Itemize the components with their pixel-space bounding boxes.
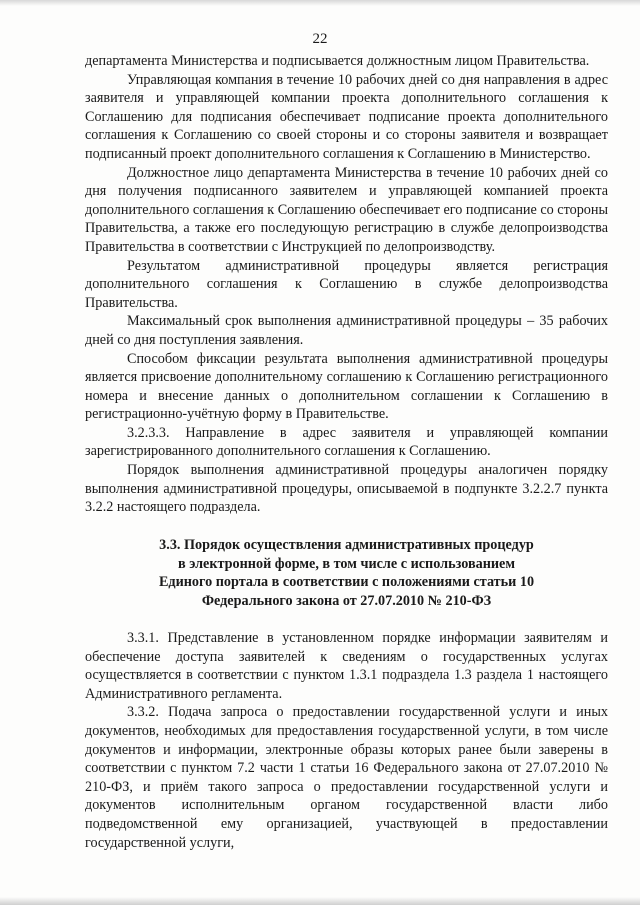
page-number: 22	[312, 31, 328, 47]
spacer	[85, 611, 608, 629]
paragraph-procedure-order: Порядок выполнения административной процедуры аналогичен порядку выполнения административной процедуры, описываемой в подпункте 3.2.2.7 пункта 3.2.2 настоящего подраздела.	[85, 462, 608, 516]
scan-edge-bottom	[0, 897, 640, 905]
paragraph-3-2-3-3: 3.2.3.3. Направление в адрес заявителя и управляющей компании зарегистрированного дополнительного соглашения к Соглашению.	[85, 424, 608, 460]
section-heading-line: Единого портала в соответствии с положениями статьи 10	[158, 574, 535, 591]
section-heading-line: 3.3. Порядок осуществления административных процедур	[159, 536, 534, 553]
spacer	[85, 517, 608, 536]
paragraph-official-signing: Должностное лицо департамента Министерства в течение 10 рабочих дней со дня получения подписанного заявителем и управляющей компанией проекта дополнительного соглашения к Соглашению обеспечивает его подписание со стороны Правительства, а также его последующую регистрацию в службе делопроизводства Правительства в соответствии с Инструкцией по делопроизводству.	[85, 164, 609, 255]
paragraph-3-3-2: 3.3.2. Подача запроса о предоставлении государственной услуги и иных документов, необходимых для предоставления государственной услуги, в том числе документов и информации, электронные образы которых ранее были заверены в соответствии с пунктом 7.2 части 1 статьи 16 Федерального закона от 27.07.2010 № 210-ФЗ, и приём такого запроса о предоставлении государственной услуги и документов исполнительным органом государственной власти либо подведомственной ему организацией, участвующей в предоставлении государственной услуги,	[85, 704, 608, 851]
document-body	[85, 52, 608, 852]
paragraph-continuation: департамента Министерства и подписывается должностным лицом Правительства.	[85, 53, 590, 69]
section-heading-line: Федерального закона от 27.07.2010 № 210-ФЗ	[201, 593, 492, 610]
scan-edge-top	[0, 0, 640, 6]
section-heading	[85, 536, 608, 611]
paragraph-management-company: Управляющая компания в течение 10 рабочих дней со дня направления в адрес заявителя и управляющей компании проекта дополнительного соглашения к Соглашению для подписания обеспечивает подписание проекта дополнительного соглашения к Соглашению со своей стороны и со стороны заявителя и возвращает подписанный проект дополнительного соглашения к Соглашению в Министерство.	[85, 71, 608, 162]
paragraph-max-term: Максимальный срок выполнения административной процедуры – 35 рабочих дней со дня поступления заявления.	[85, 313, 608, 348]
paragraph-3-3-1: 3.3.1. Представление в установленном порядке информации заявителям и обеспечение доступа заявителей к сведениям о государственных услугах осуществляется в соответствии с пунктом 1.3.1 подраздела 1.3 раздела 1 настоящего Административного регламента.	[85, 630, 608, 702]
paragraph-fixation-method: Способом фиксации результата выполнения административной процедуры является присвоение дополнительному соглашению к Соглашению регистрационного номера и внесение данных о дополнительном соглашении к Соглашению в регистрационно-учётную форму в Правительстве.	[85, 350, 608, 423]
section-heading-line: в электронной форме, в том числе с использованием	[177, 555, 516, 572]
paragraph-procedure-result: Результатом административной процедуры является регистрация дополнительного соглашения к Соглашению в службе делопроизводства Правительства.	[85, 257, 608, 311]
